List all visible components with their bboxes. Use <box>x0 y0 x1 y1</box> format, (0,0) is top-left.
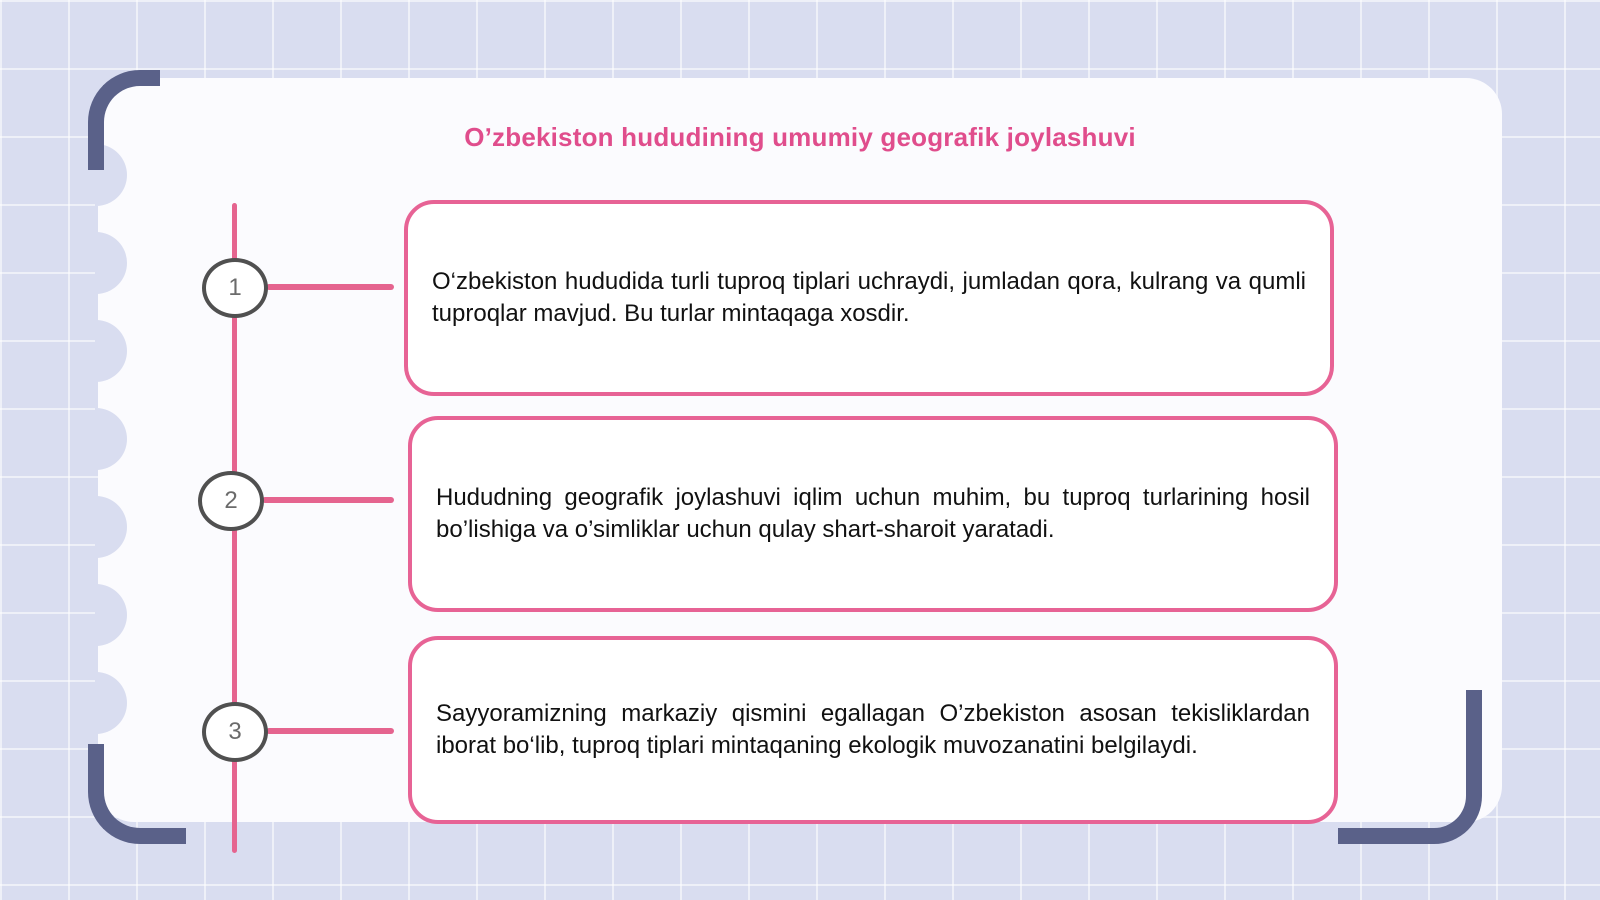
step-connector <box>266 284 394 290</box>
frame-corner-bottom-left <box>88 744 186 844</box>
step-text: Sayyoramizning markaziy qismini egallagan O’zbekiston asosan tekisliklardan iborat bo‘lib, tuproq tiplari mintaqaning ekologik muvozanatini belgilaydi. <box>436 700 1310 759</box>
frame-corner-bottom-right <box>1338 690 1482 844</box>
slide-title: Oʼzbekiston hududining umumiy geografik joylashuvi <box>464 122 1136 152</box>
step-connector <box>266 728 394 734</box>
step-number-badge <box>202 702 268 762</box>
step-number-badge <box>202 258 268 318</box>
step-card <box>408 636 1338 824</box>
step-text: O‘zbekiston hududida turli tuproq tiplari uchraydi, jumladan qora, kulrang va qumli tuproqlar mavjud. Bu turlar mintaqaga xosdir. <box>432 268 1306 327</box>
step-connector <box>262 497 394 503</box>
step-number-badge <box>198 471 264 531</box>
step-text: Hududning geografik joylashuvi iqlim uchun muhim, bu tuproq turlarining hosil bo’lishiga va o’simliklar uchun qulay shart-sharoit yaratadi. <box>436 484 1310 543</box>
step-card <box>404 200 1334 396</box>
step-number: 2 <box>224 487 238 514</box>
step-number: 1 <box>228 274 242 301</box>
step-number: 3 <box>228 718 242 745</box>
frame-corner-top-left <box>88 70 160 170</box>
step-card <box>408 416 1338 612</box>
